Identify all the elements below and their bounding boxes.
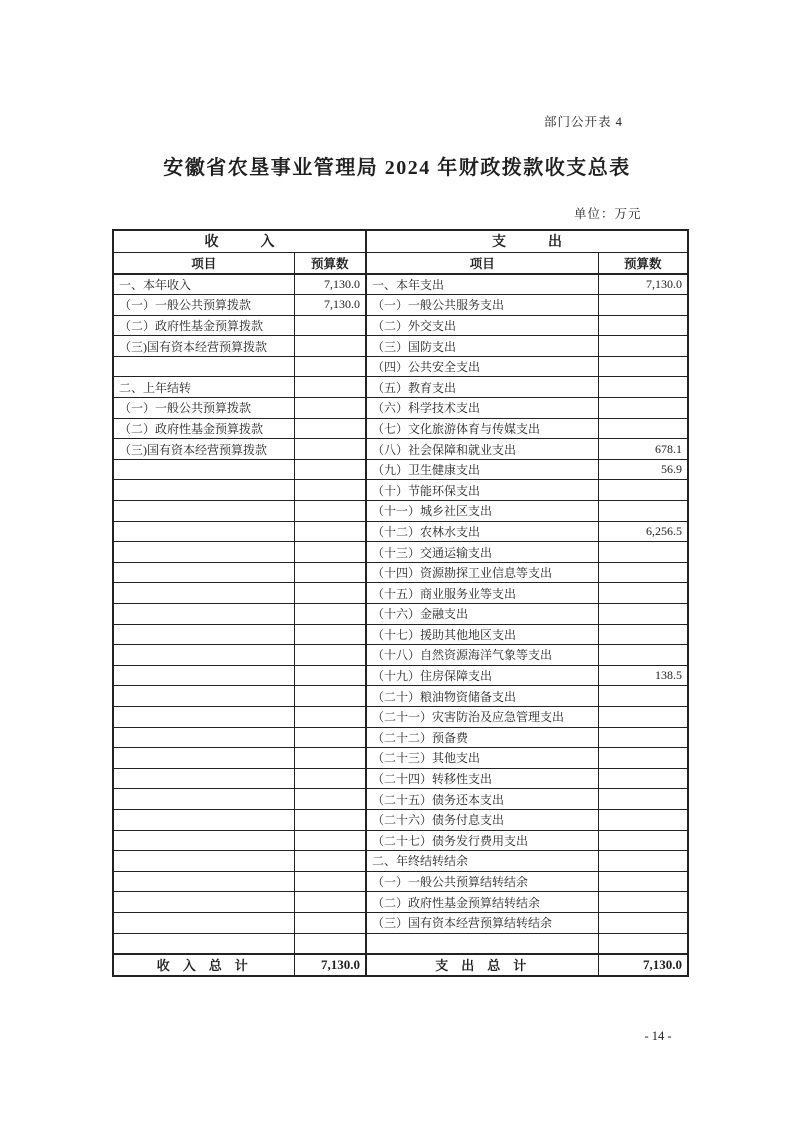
expenditure-item-cell: （十二）农林水支出 (366, 521, 598, 542)
table-total-row (113, 954, 688, 976)
expenditure-item-cell: （十六）金融支出 (366, 604, 598, 625)
table-row (113, 686, 688, 707)
expenditure-item-cell: （四）公共安全支出 (366, 356, 598, 377)
table-row (113, 583, 688, 604)
revenue-item-cell (113, 851, 294, 872)
revenue-budget-cell (294, 727, 366, 748)
expenditure-budget-cell (598, 830, 688, 851)
table-row (113, 851, 688, 872)
revenue-budget-cell (294, 809, 366, 830)
expenditure-budget-cell (598, 562, 688, 583)
revenue-item-cell (113, 542, 294, 563)
expenditure-item-cell: （十七）援助其他地区支出 (366, 624, 598, 645)
revenue-item-cell: （三)国有资本经营预算拨款 (113, 439, 294, 460)
expenditure-budget-cell (598, 645, 688, 666)
revenue-group-header: 收 入 (113, 230, 366, 252)
revenue-item-cell (113, 624, 294, 645)
table-row (113, 315, 688, 336)
expenditure-budget-cell: 138.5 (598, 665, 688, 686)
revenue-budget-cell (294, 665, 366, 686)
table-column-header-row (113, 252, 688, 274)
table-row (113, 480, 688, 501)
expenditure-item-cell: （五）教育支出 (366, 377, 598, 398)
revenue-budget-cell (294, 501, 366, 522)
revenue-budget-cell (294, 748, 366, 769)
revenue-budget-cell (294, 562, 366, 583)
revenue-budget-cell (294, 686, 366, 707)
revenue-item-cell (113, 562, 294, 583)
revenue-budget-cell (294, 377, 366, 398)
revenue-item-cell (113, 871, 294, 892)
table-row (113, 604, 688, 625)
revenue-total-label: 收 入 总 计 (113, 954, 294, 976)
budget-summary-table (112, 229, 689, 977)
revenue-item-cell (113, 501, 294, 522)
table-row (113, 377, 688, 398)
table-row (113, 789, 688, 810)
table-row (113, 706, 688, 727)
expenditure-item-cell: （一）一般公共预算结转结余 (366, 871, 598, 892)
revenue-budget-cell (294, 789, 366, 810)
table-row (113, 645, 688, 666)
expenditure-item-cell: （八）社会保障和就业支出 (366, 439, 598, 460)
expenditure-item-cell: （二十）粮油物资储备支出 (366, 686, 598, 707)
table-row (113, 295, 688, 316)
revenue-item-cell (113, 768, 294, 789)
table-row (113, 830, 688, 851)
revenue-budget-cell (294, 871, 366, 892)
expenditure-item-cell: （七）文化旅游体育与传媒支出 (366, 418, 598, 439)
revenue-budget-cell (294, 604, 366, 625)
revenue-budget-column-header: 预算数 (294, 252, 366, 274)
table-row (113, 892, 688, 913)
expenditure-budget-cell (598, 604, 688, 625)
table-group-header-row (113, 230, 688, 252)
expenditure-item-cell: （二十一）灾害防治及应急管理支出 (366, 706, 598, 727)
revenue-item-cell (113, 686, 294, 707)
expenditure-budget-cell (598, 748, 688, 769)
revenue-budget-cell (294, 851, 366, 872)
expenditure-budget-cell (598, 336, 688, 357)
expenditure-budget-cell (598, 727, 688, 748)
expenditure-budget-cell (598, 809, 688, 830)
revenue-item-cell (113, 521, 294, 542)
expenditure-budget-cell (598, 542, 688, 563)
table-row (113, 398, 688, 419)
revenue-item-cell (113, 583, 294, 604)
revenue-budget-cell (294, 624, 366, 645)
revenue-item-cell (113, 604, 294, 625)
revenue-item-cell (113, 830, 294, 851)
revenue-item-cell (113, 727, 294, 748)
table-row (113, 871, 688, 892)
table-row (113, 459, 688, 480)
expenditure-group-header: 支 出 (366, 230, 688, 252)
expenditure-budget-cell (598, 356, 688, 377)
expenditure-budget-cell (598, 418, 688, 439)
expenditure-item-cell: （十三）交通运输支出 (366, 542, 598, 563)
expenditure-budget-cell (598, 501, 688, 522)
revenue-budget-cell: 7,130.0 (294, 295, 366, 316)
table-row (113, 501, 688, 522)
expenditure-budget-cell (598, 706, 688, 727)
table-row (113, 418, 688, 439)
expenditure-budget-cell (598, 789, 688, 810)
expenditure-item-cell: （三）国有资本经营预算结转结余 (366, 912, 598, 933)
revenue-budget-cell (294, 459, 366, 480)
expenditure-item-column-header: 项目 (366, 252, 598, 274)
revenue-budget-cell (294, 542, 366, 563)
revenue-budget-cell (294, 398, 366, 419)
expenditure-budget-cell (598, 686, 688, 707)
revenue-item-cell (113, 912, 294, 933)
revenue-item-cell (113, 933, 294, 954)
revenue-item-cell (113, 748, 294, 769)
expenditure-item-cell: 二、年终结转结余 (366, 851, 598, 872)
table-row (113, 933, 688, 954)
revenue-budget-cell (294, 583, 366, 604)
expenditure-item-cell: （二十六）债务付息支出 (366, 809, 598, 830)
table-row (113, 809, 688, 830)
expenditure-budget-cell (598, 871, 688, 892)
revenue-item-column-header: 项目 (113, 252, 294, 274)
revenue-budget-cell (294, 706, 366, 727)
expenditure-budget-cell (598, 768, 688, 789)
expenditure-item-cell: （十九）住房保障支出 (366, 665, 598, 686)
expenditure-budget-cell (598, 851, 688, 872)
expenditure-budget-cell (598, 912, 688, 933)
expenditure-budget-cell: 7,130.0 (598, 274, 688, 295)
table-row (113, 562, 688, 583)
table-row (113, 356, 688, 377)
expenditure-budget-cell (598, 295, 688, 316)
expenditure-item-cell: （二十四）转移性支出 (366, 768, 598, 789)
table-row (113, 727, 688, 748)
revenue-budget-cell (294, 356, 366, 377)
expenditure-budget-cell (598, 583, 688, 604)
expenditure-item-cell: （十一）城乡社区支出 (366, 501, 598, 522)
revenue-item-cell (113, 645, 294, 666)
expenditure-budget-cell (598, 624, 688, 645)
revenue-budget-cell (294, 933, 366, 954)
revenue-budget-cell (294, 336, 366, 357)
revenue-item-cell (113, 356, 294, 377)
expenditure-budget-cell (598, 377, 688, 398)
corner-table-label: 部门公开表 4 (544, 115, 623, 129)
revenue-item-cell (113, 480, 294, 501)
revenue-total-value: 7,130.0 (294, 954, 366, 976)
expenditure-item-cell: （九）卫生健康支出 (366, 459, 598, 480)
expenditure-budget-cell (598, 892, 688, 913)
expenditure-item-cell: （六）科学技术支出 (366, 398, 598, 419)
table-row (113, 336, 688, 357)
revenue-budget-cell (294, 768, 366, 789)
table-row (113, 624, 688, 645)
expenditure-item-cell: （二十三）其他支出 (366, 748, 598, 769)
revenue-item-cell (113, 706, 294, 727)
revenue-item-cell (113, 789, 294, 810)
expenditure-item-cell: （二十七）债务发行费用支出 (366, 830, 598, 851)
expenditure-item-cell: （二十二）预备费 (366, 727, 598, 748)
expenditure-item-cell: （十四）资源勘探工业信息等支出 (366, 562, 598, 583)
revenue-budget-cell (294, 315, 366, 336)
expenditure-item-cell: （二）政府性基金预算结转结余 (366, 892, 598, 913)
revenue-budget-cell (294, 480, 366, 501)
expenditure-item-cell: （二）外交支出 (366, 315, 598, 336)
revenue-item-cell (113, 809, 294, 830)
table-row (113, 768, 688, 789)
revenue-item-cell: （二）政府性基金预算拨款 (113, 315, 294, 336)
revenue-budget-cell (294, 645, 366, 666)
revenue-item-cell (113, 892, 294, 913)
revenue-budget-cell (294, 439, 366, 460)
expenditure-total-label: 支 出 总 计 (366, 954, 598, 976)
table-body (113, 274, 688, 954)
revenue-budget-cell (294, 830, 366, 851)
revenue-item-cell: 二、上年结转 (113, 377, 294, 398)
table-row (113, 274, 688, 295)
revenue-budget-cell: 7,130.0 (294, 274, 366, 295)
expenditure-item-cell: （三）国防支出 (366, 336, 598, 357)
revenue-item-cell (113, 665, 294, 686)
revenue-budget-cell (294, 418, 366, 439)
expenditure-budget-column-header: 预算数 (598, 252, 688, 274)
table-row (113, 542, 688, 563)
expenditure-budget-cell: 678.1 (598, 439, 688, 460)
expenditure-item-cell: （十）节能环保支出 (366, 480, 598, 501)
revenue-budget-cell (294, 912, 366, 933)
revenue-item-cell: （一）一般公共预算拨款 (113, 295, 294, 316)
table-row (113, 521, 688, 542)
expenditure-total-value: 7,130.0 (598, 954, 688, 976)
expenditure-budget-cell (598, 933, 688, 954)
page-number: - 14 - (644, 1029, 672, 1043)
revenue-item-cell (113, 459, 294, 480)
table-row (113, 439, 688, 460)
expenditure-item-cell: 一、本年支出 (366, 274, 598, 295)
expenditure-item-cell: （十八）自然资源海洋气象等支出 (366, 645, 598, 666)
revenue-budget-cell (294, 521, 366, 542)
table-row (113, 912, 688, 933)
expenditure-budget-cell: 56.9 (598, 459, 688, 480)
expenditure-budget-cell (598, 315, 688, 336)
expenditure-budget-cell (598, 398, 688, 419)
expenditure-budget-cell (598, 480, 688, 501)
revenue-budget-cell (294, 892, 366, 913)
revenue-item-cell: （一）一般公共预算拨款 (113, 398, 294, 419)
expenditure-item-cell: （十五）商业服务业等支出 (366, 583, 598, 604)
expenditure-budget-cell: 6,256.5 (598, 521, 688, 542)
revenue-item-cell: 一、本年收入 (113, 274, 294, 295)
expenditure-item-cell: （二十五）债务还本支出 (366, 789, 598, 810)
revenue-item-cell: （二）政府性基金预算拨款 (113, 418, 294, 439)
unit-label: 单位：万元 (574, 207, 642, 221)
expenditure-item-cell: （一）一般公共服务支出 (366, 295, 598, 316)
expenditure-item-cell (366, 933, 598, 954)
table-row (113, 748, 688, 769)
table-row (113, 665, 688, 686)
revenue-item-cell: （三)国有资本经营预算拨款 (113, 336, 294, 357)
page-title: 安徽省农垦事业管理局 2024 年财政拨款收支总表 (163, 157, 631, 179)
